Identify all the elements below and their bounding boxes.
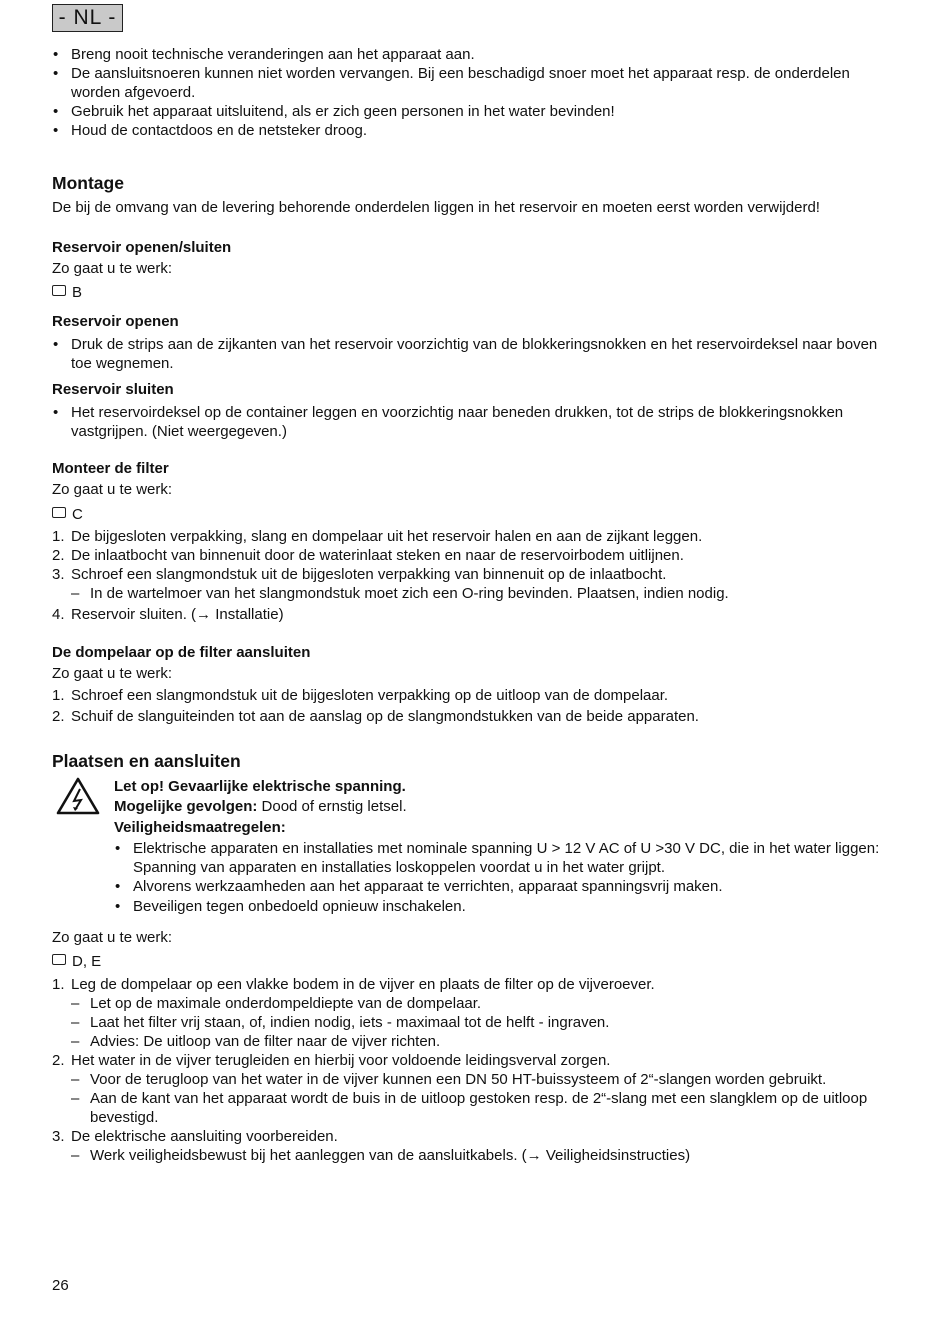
reservoir-close-list — [52, 403, 892, 441]
figure-box-icon — [52, 954, 66, 965]
list-item: • De aansluitsnoeren kunnen niet worden vervangen. Bij een beschadigd snoer moet het apparaat resp. de onderdelen worden afgevoerd. — [52, 64, 892, 102]
figure-label: D, E — [72, 953, 102, 970]
warning-measures-list — [114, 839, 894, 916]
placing-heading: Plaatsen en aansluiten — [52, 751, 241, 771]
filter-heading: Monteer de filter — [52, 460, 169, 477]
list-item: 4. Reservoir sluiten. (→ Installatie) — [52, 606, 284, 623]
figure-box-icon — [52, 507, 66, 518]
list-item: • Alvorens werkzaamheden aan het apparaat te verrichten, apparaat spanningsvrij maken. — [114, 877, 894, 896]
warning-title: Let op! Gevaarlijke elektrische spanning. — [114, 778, 406, 795]
list-subitem: – Advies: De uitloop van de filter naar de vijver richten. — [71, 1033, 441, 1050]
list-item: 1. Leg de dompelaar op een vlakke bodem in de vijver en plaats de filter op de vijveroever. — [52, 976, 655, 993]
intro-bullet-list — [52, 45, 892, 140]
warning-consequence: Mogelijke gevolgen: Dood of ernstig letsel. — [114, 798, 407, 815]
placing-steps — [52, 975, 902, 1165]
page-number: 26 — [52, 1277, 69, 1294]
list-item: • Druk de strips aan de zijkanten van het reservoir voorzichtig van de blokkeringsnokken en het reservoirdeksel naar boven toe wegnemen. — [52, 335, 892, 373]
list-subitem: – Werk veiligheidsbewust bij het aanleggen van de aansluitkabels. (→ Veiligheidsinstructies) — [71, 1147, 691, 1164]
reservoir-close-heading: Reservoir sluiten — [52, 381, 174, 398]
list-item: 2. De inlaatbocht van binnenuit door de waterinlaat steken en naar de reservoirbodem uitlijnen. — [52, 547, 684, 564]
list-item: 2. Schuif de slanguiteinden tot aan de aanslag op de slangmondstukken van de beide apparaten. — [52, 708, 699, 725]
list-subitem: – Aan de kant van het apparaat wordt de buis in de uitloop gestoken resp. de 2“-slang met een slangklem op de uitloop bevestigd. — [71, 1090, 868, 1126]
connect-steps — [52, 686, 902, 726]
figure-reference — [52, 952, 101, 971]
list-subitem: – Voor de terugloop van het water in de vijver kunnen een DN 50 HT-buissysteem of 2“-slangen worden gebruikt. — [71, 1071, 827, 1088]
howto-text: Zo gaat u te werk: — [52, 665, 173, 682]
warning-high-voltage-icon — [56, 777, 100, 815]
figure-box-icon — [52, 285, 66, 296]
list-item: • Het reservoirdeksel op de container leggen en voorzichtig naar beneden drukken, tot de strips de blokkeringsnokken vastgrijpen. (Niet weergegeven.) — [52, 403, 892, 441]
list-item: • Beveiligen tegen onbedoeld opnieuw inschakelen. — [114, 897, 894, 916]
warning-block — [114, 777, 894, 916]
howto-text: Zo gaat u te werk: — [52, 929, 173, 946]
list-subitem: – In de wartelmoer van het slangmondstuk moet zich een O-ring bevinden. Plaatsen, indien nodig. — [71, 585, 729, 602]
montage-text: De bij de omvang van de levering behorende onderdelen liggen in het reservoir en moeten eerst worden verwijderd! — [52, 199, 820, 216]
figure-label: B — [72, 284, 83, 301]
figure-label: C — [72, 506, 83, 523]
reservoir-open-list — [52, 335, 892, 373]
reservoir-open-heading: Reservoir openen — [52, 313, 179, 330]
language-tag: - NL - — [52, 4, 123, 32]
figure-reference — [52, 283, 82, 302]
list-item: 3. Schroef een slangmondstuk uit de bijgesloten verpakking van binnenuit op de inlaatbocht. — [52, 566, 667, 583]
list-item: 3. De elektrische aansluiting voorbereiden. — [52, 1128, 338, 1145]
list-item: • Elektrische apparaten en installaties met nominale spanning U > 12 V AC of U >30 V DC, die in het water liggen: Spanning van apparaten en installaties loskoppelen voordat u in het water grijpt. — [114, 839, 894, 877]
list-item: • Gebruik het apparaat uitsluitend, als er zich geen personen in het water bevinden! — [52, 102, 892, 121]
figure-reference — [52, 505, 83, 524]
montage-heading: Montage — [52, 173, 124, 193]
list-subitem: – Let op de maximale onderdompeldiepte van de dompelaar. — [71, 995, 482, 1012]
howto-text: Zo gaat u te werk: — [52, 260, 173, 277]
list-item: • Houd de contactdoos en de netsteker droog. — [52, 121, 892, 140]
reservoir-heading: Reservoir openen/sluiten — [52, 239, 232, 256]
howto-text: Zo gaat u te werk: — [52, 481, 173, 498]
list-item: 1. Schroef een slangmondstuk uit de bijgesloten verpakking op de uitloop van de dompelaar. — [52, 687, 669, 704]
list-item: • Breng nooit technische veranderingen aan het apparaat aan. — [52, 45, 892, 64]
list-item: 1. De bijgesloten verpakking, slang en dompelaar uit het reservoir halen en aan de zijkant leggen. — [52, 528, 703, 545]
filter-steps — [52, 527, 902, 624]
warning-measures-title: Veiligheidsmaatregelen: — [114, 819, 286, 836]
list-subitem: – Laat het filter vrij staan, of, indien nodig, iets - maximaal tot de helft - ingraven. — [71, 1014, 610, 1031]
connect-heading: De dompelaar op de filter aansluiten — [52, 644, 311, 661]
list-item: 2. Het water in de vijver terugleiden en hierbij voor voldoende leidingsverval zorgen. — [52, 1052, 611, 1069]
